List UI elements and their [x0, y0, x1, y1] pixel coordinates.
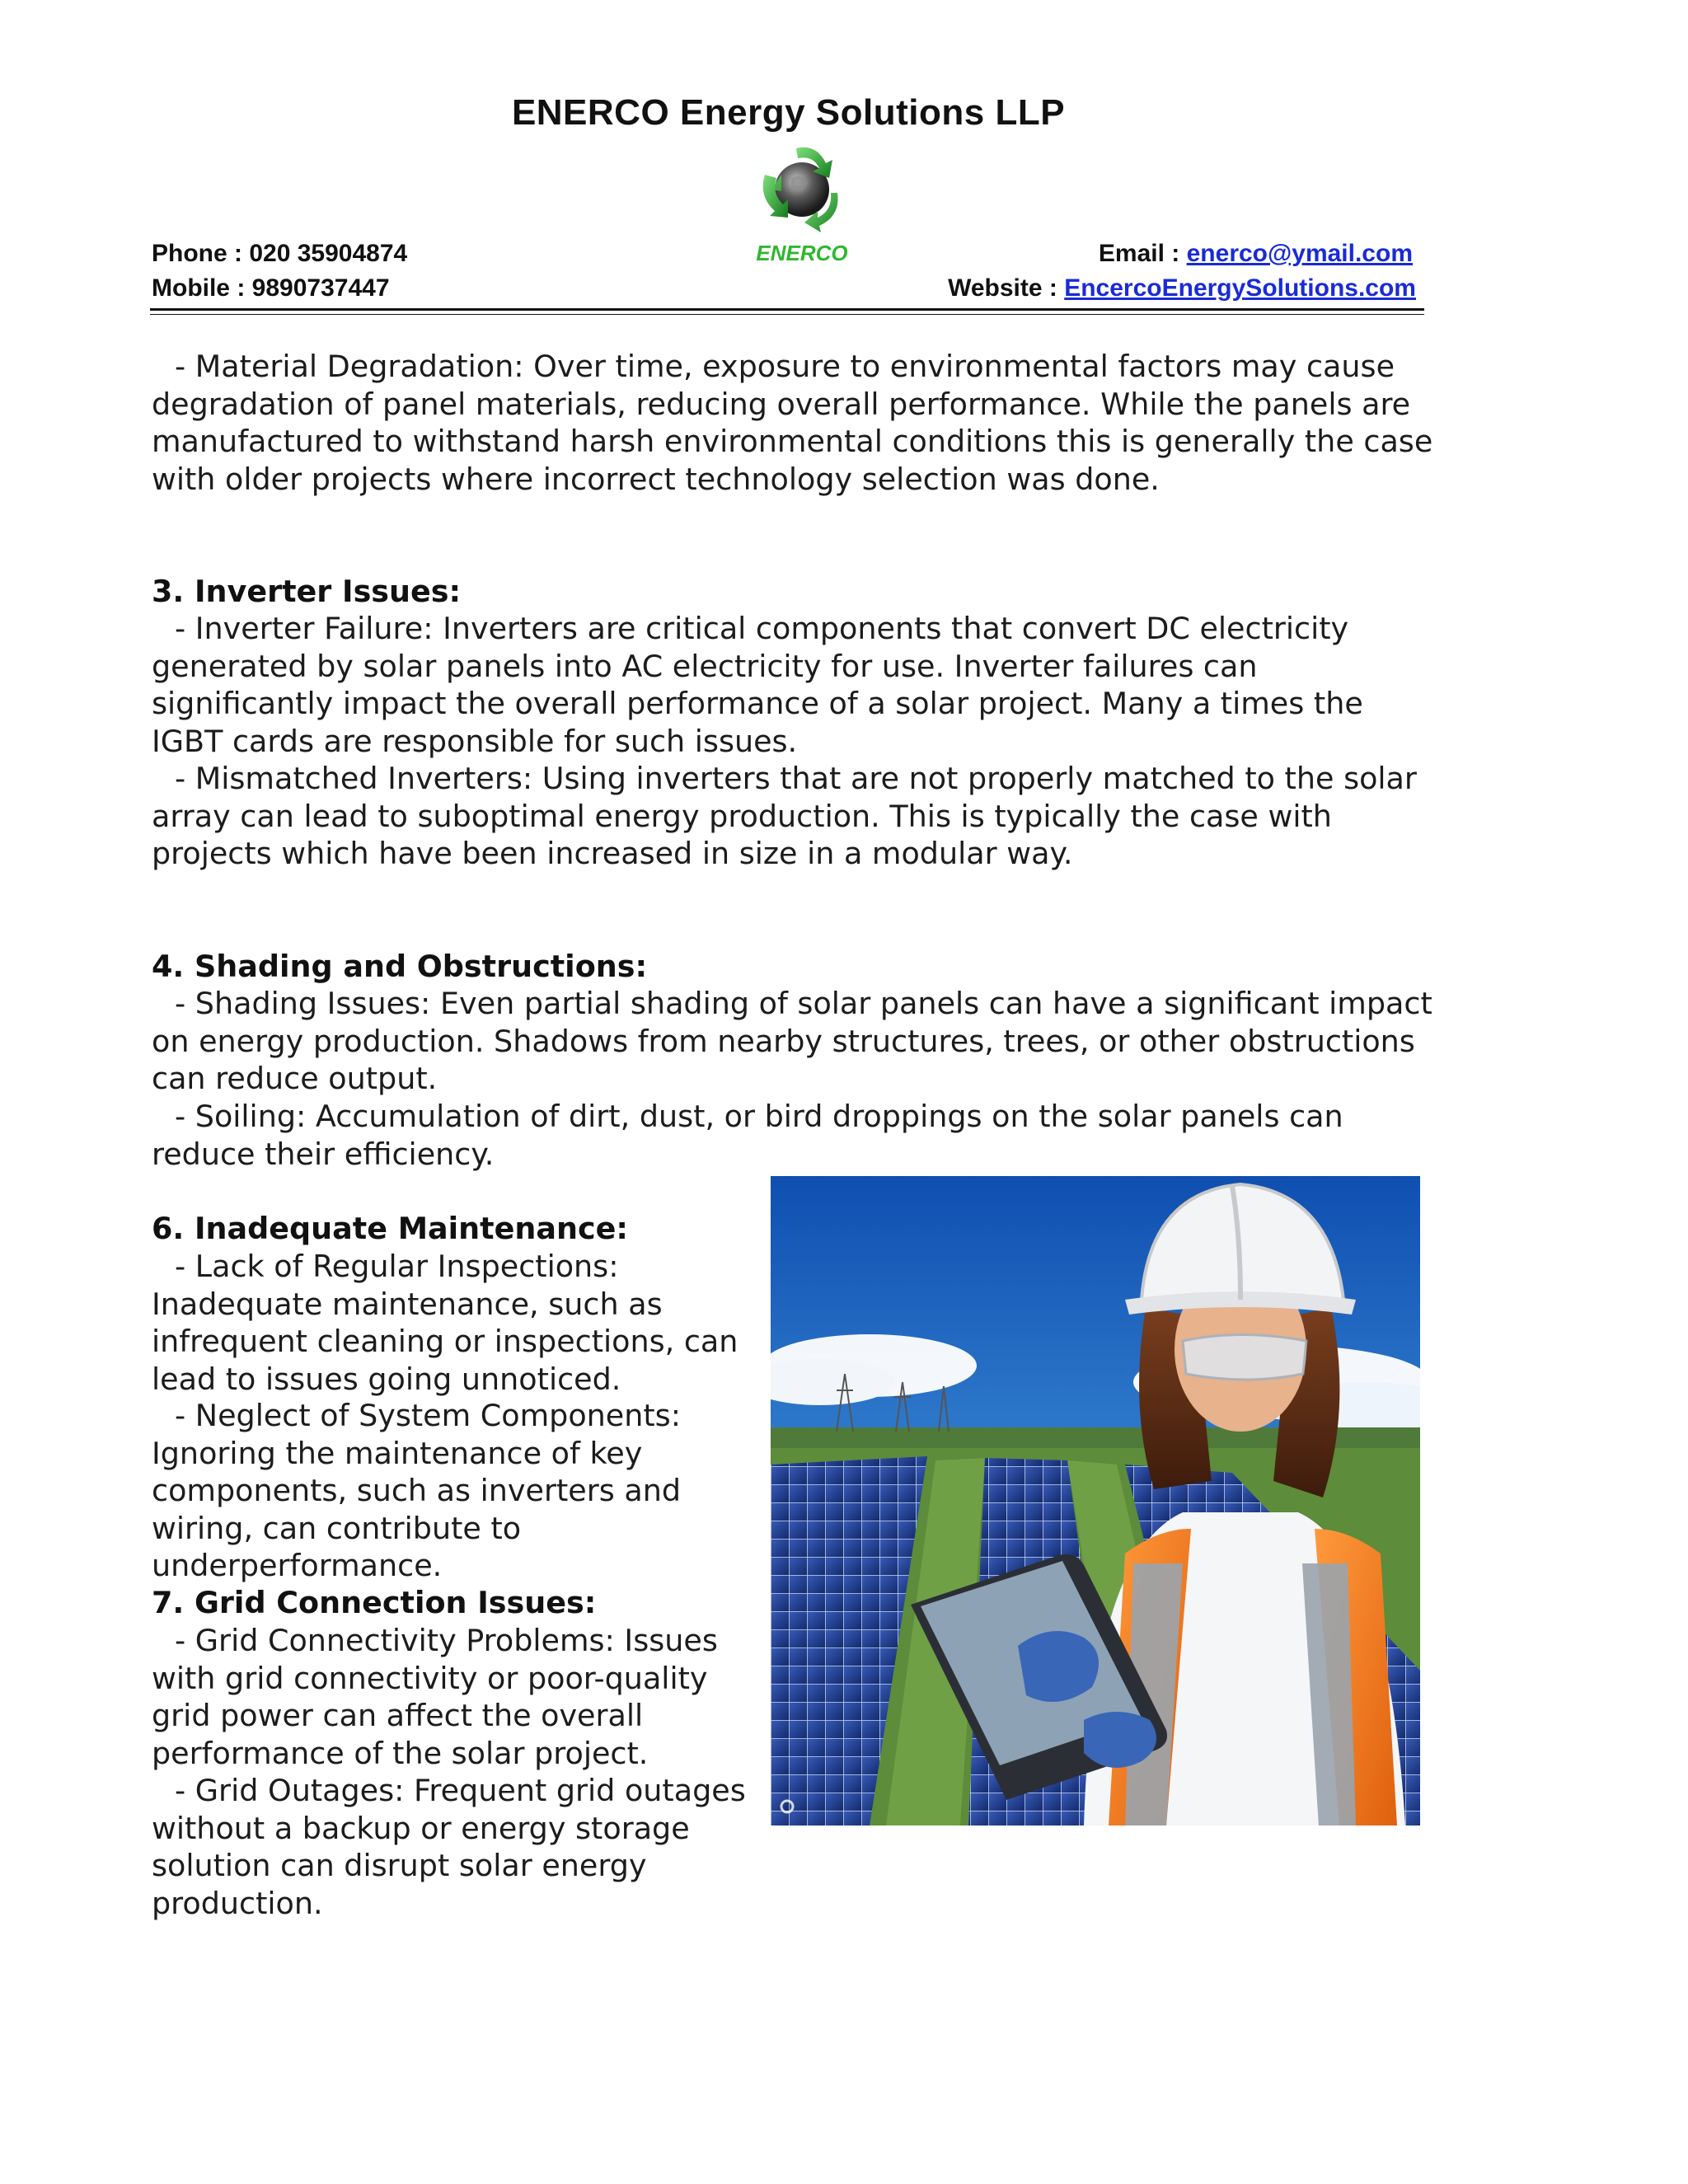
email-label: Email : — [1098, 240, 1187, 267]
mismatched-inverters-content: - Mismatched Inverters: Using inverters that are not properly matched to the solar array can lead to suboptimal energy production. This is typically the case with projects which have been increased in size in a modular way. — [152, 761, 1417, 871]
website-label: Website : — [948, 274, 1065, 302]
soiling-text — [152, 1098, 1437, 1173]
logo-text: ENERCO — [756, 241, 848, 265]
company-name: ENERCO Energy Solutions LLP — [511, 92, 1066, 133]
grid-connectivity-text — [152, 1622, 762, 1772]
phone-line — [152, 240, 407, 268]
email-line — [1099, 240, 1413, 268]
inverter-failure-text — [152, 610, 1437, 760]
inverter-issues-heading: 3. Inverter Issues: — [152, 574, 462, 609]
lack-inspections-content: - Lack of Regular Inspections: Inadequate maintenance, such as infrequent cleaning or inspections, can lead to issues going unnoticed. — [152, 1249, 738, 1397]
neglect-components-text — [152, 1397, 762, 1585]
phone-label: Phone : — [152, 240, 250, 267]
neglect-components-content: - Neglect of System Components: Ignoring the maintenance of key components, such as inverters and wiring, can contribute to underperformance. — [152, 1398, 682, 1583]
material-degradation-content: - Material Degradation: Over time, exposure to environmental factors may cause degradation of panel materials, reducing overall performance. While the panels are manufactured to withstand harsh environmental conditions this is generally the case with older projects where incorrect technology selection was done. — [152, 349, 1433, 497]
lack-inspections-text — [152, 1248, 762, 1398]
enerco-logo-icon — [748, 142, 856, 274]
mismatched-inverters-text — [152, 760, 1437, 873]
mobile-label: Mobile : — [152, 274, 252, 302]
email-link[interactable]: enerco@ymail.com — [1186, 240, 1413, 267]
header-divider-thin — [150, 314, 1424, 315]
header-divider — [150, 308, 1424, 311]
grid-connectivity-content: - Grid Connectivity Problems: Issues with grid connectivity or poor-quality grid power can affect the overall performance of the solar project. — [152, 1623, 718, 1771]
inverter-failure-content: - Inverter Failure: Inverters are critical components that convert DC electricity generated by solar panels into AC electricity for use. Inverter failures can significantly impact the overall performance of a solar project. Many a times the IGBT cards are responsible for such issues. — [152, 611, 1363, 759]
mobile-line — [152, 274, 390, 302]
shading-issues-text — [152, 985, 1437, 1098]
grid-outages-text — [152, 1772, 762, 1922]
phone-value: 020 35904874 — [249, 240, 408, 267]
solar-field-illustration — [771, 1176, 1420, 1825]
grid-heading: 7. Grid Connection Issues: — [152, 1585, 597, 1620]
mobile-value: 9890737447 — [251, 274, 390, 302]
website-line — [948, 274, 1416, 302]
shading-issues-content: - Shading Issues: Even partial shading of solar panels can have a significant impact on energy production. Shadows from nearby structures, trees, or other obstructions can reduce output. — [152, 986, 1432, 1096]
soiling-content: - Soiling: Accumulation of dirt, dust, or bird droppings on the solar panels can reduce their efficiency. — [152, 1099, 1343, 1172]
material-degradation-text — [152, 348, 1437, 498]
maintenance-heading: 6. Inadequate Maintenance: — [152, 1211, 628, 1246]
website-link[interactable]: EncercoEnergySolutions.com — [1064, 274, 1416, 302]
grid-outages-content: - Grid Outages: Frequent grid outages without a backup or energy storage solution can disrupt solar energy production. — [152, 1773, 746, 1921]
shading-heading: 4. Shading and Obstructions: — [152, 949, 648, 984]
engineer-with-tablet-photo — [771, 1176, 1420, 1825]
